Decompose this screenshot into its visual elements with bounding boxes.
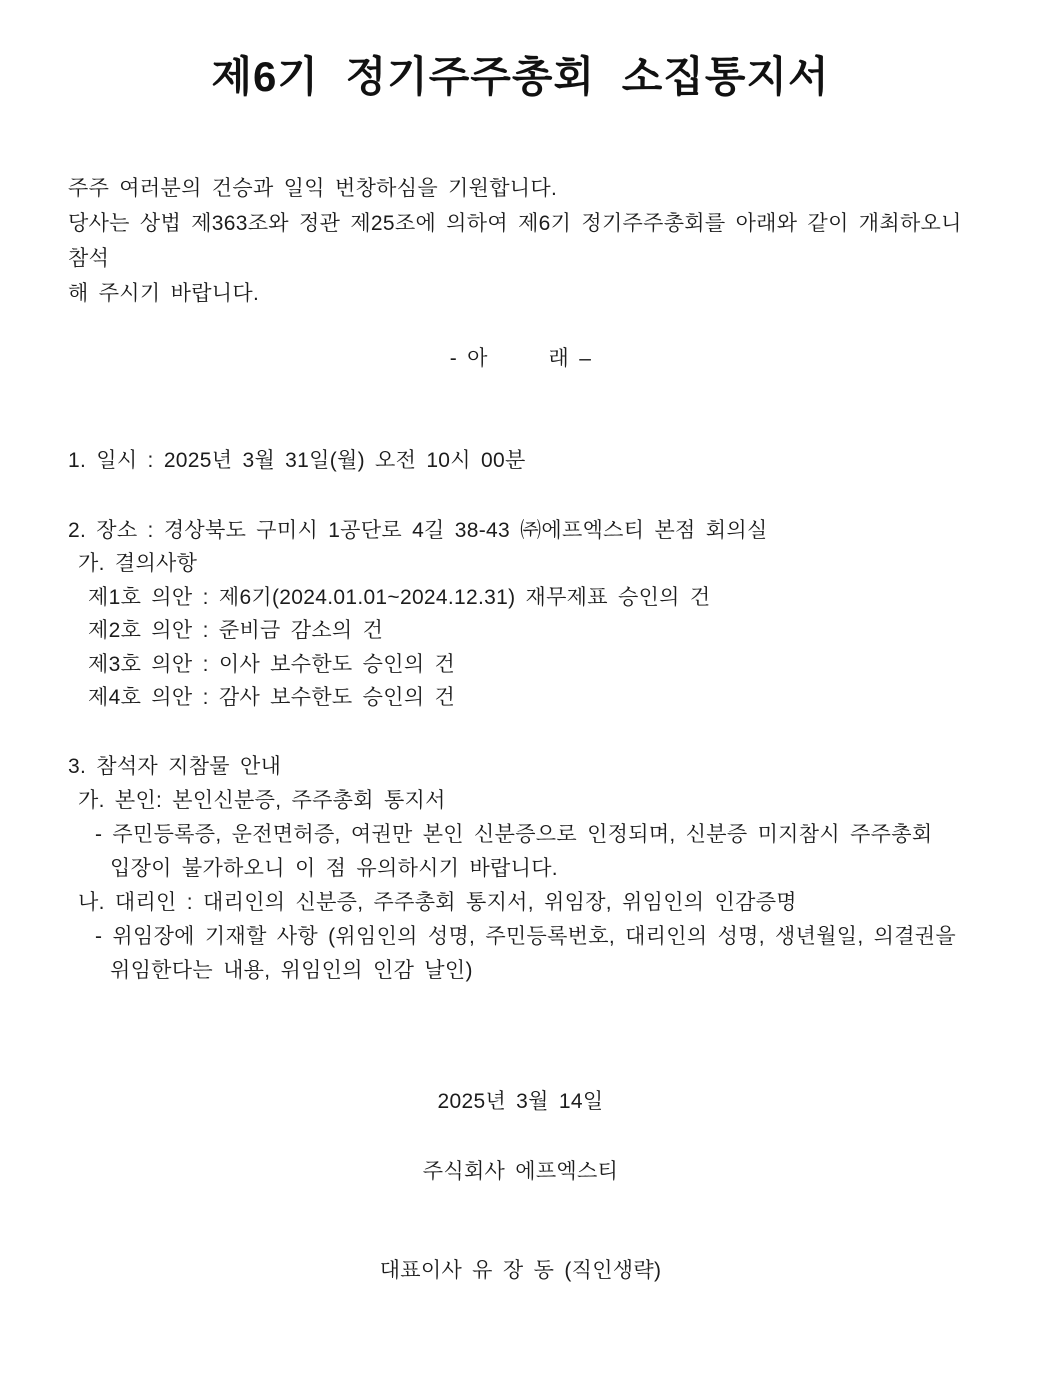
- intro-paragraph: [68, 171, 983, 311]
- notice-date: 2025년 3월 14일: [437, 1090, 604, 1113]
- venue-and-agenda-section: [68, 514, 1001, 714]
- agenda-item-3: 제3호 의안 : 이사 보수한도 승인의 건: [88, 652, 456, 676]
- attendance-section: [68, 750, 1001, 988]
- ceo-signature-line: 대표이사 유 장 동 (직인생략): [379, 1259, 662, 1282]
- meeting-datetime-line: 1. 일시 : 2025년 3월 31일(월) 오전 10시 00분: [68, 449, 526, 472]
- attendance-proxy-note-line-1: - 위임장에 기재할 사항 (위임인의 성명, 주민등록번호, 대리인의 성명, 생년월일, 의결권을: [95, 925, 956, 948]
- attendance-self-note-line-2: 입장이 불가하오니 이 점 유의하시기 바랍니다.: [110, 857, 558, 880]
- intro-line-1: 주주 여러분의 건승과 일익 번창하심을 기원합니다.: [68, 177, 558, 200]
- agenda-header: 가. 결의사항: [78, 552, 198, 576]
- intro-line-2: 당사는 상법 제363조와 정관 제25조에 의하여 제6기 정기주주총회를 아래와 같이 개최하오니 참석: [68, 212, 962, 270]
- intro-line-3: 해 주시기 바랍니다.: [68, 282, 260, 305]
- attendance-self-line: 가. 본인: 본인신분증, 주주총회 통지서: [78, 789, 446, 812]
- agenda-item-2: 제2호 의안 : 준비금 감소의 건: [88, 619, 384, 643]
- attendance-proxy-line: 나. 대리인 : 대리인의 신분증, 주주총회 통지서, 위임장, 위임인의 인감증명: [78, 891, 797, 914]
- agenda-item-4: 제4호 의안 : 감사 보수한도 승인의 건: [88, 686, 456, 710]
- agenda-item-1: 제1호 의안 : 제6기(2024.01.01~2024.12.31) 재무제표 승인의 건: [88, 585, 711, 609]
- attendance-header: 3. 참석자 지참물 안내: [68, 755, 282, 778]
- attendance-proxy-note-line-2: 위임한다는 내용, 위임인의 인감 날인): [110, 959, 473, 982]
- company-name: 주식회사 에프엑스티: [422, 1160, 619, 1183]
- section-divider-arae: - 아 래 –: [449, 347, 592, 370]
- attendance-self-note-line-1: - 주민등록증, 운전면허증, 여권만 본인 신분증으로 인정되며, 신분증 미지참시 주주총회: [95, 823, 933, 846]
- meeting-venue-line: 2. 장소 : 경상북도 구미시 1공단로 4길 38-43 ㈜에프엑스티 본점 회의실: [68, 519, 768, 542]
- document-title: 제6기 정기주주총회 소집통지서: [211, 53, 830, 100]
